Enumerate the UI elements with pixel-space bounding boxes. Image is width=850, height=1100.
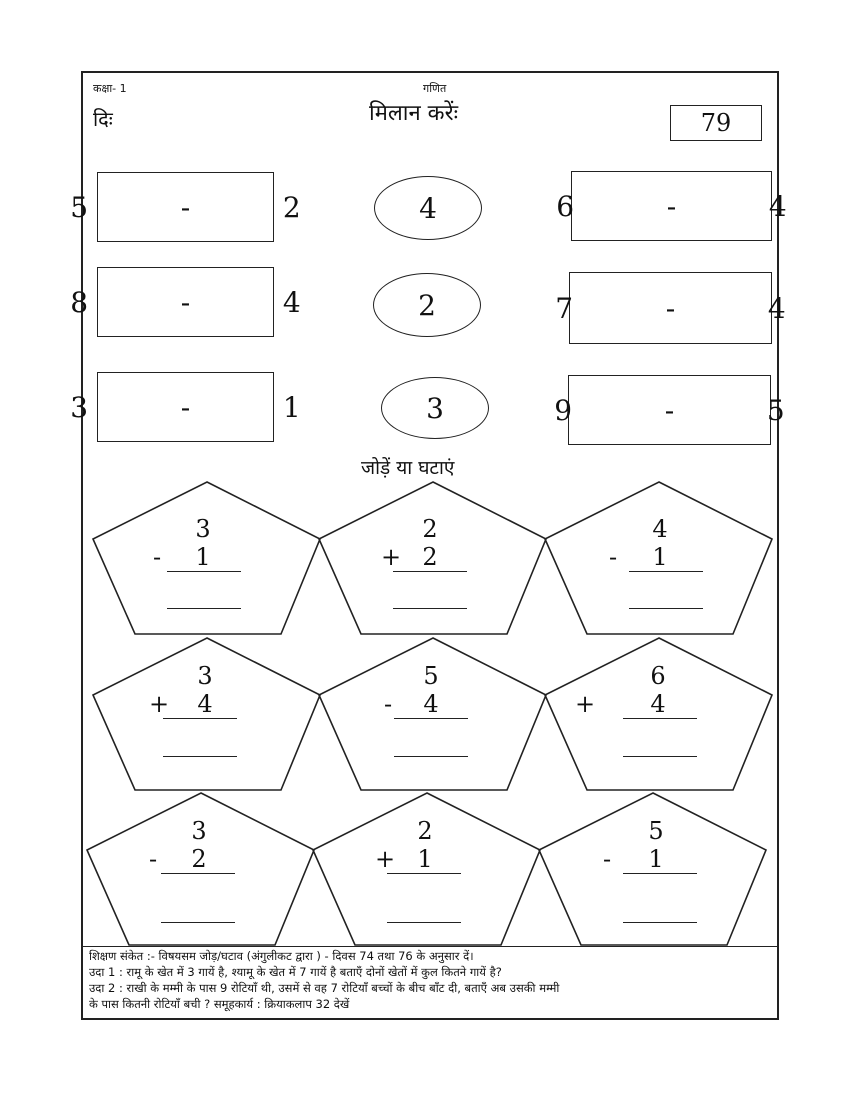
p1-top: 3	[195, 515, 211, 543]
class-label: कक्षा- 1	[93, 82, 127, 95]
teaching-note-line-4: के पास कितनी रोटियाँ बची ? समूहकार्य : क्रियाकलाप 32 देखें	[89, 997, 350, 1011]
p9-line	[623, 873, 697, 874]
p1-line	[167, 571, 241, 572]
page-title: मिलान करेंः	[369, 101, 459, 126]
p7-top: 3	[191, 817, 207, 845]
p6-op: +	[575, 690, 596, 718]
p5-op: -	[383, 690, 393, 718]
page-number: 79	[700, 109, 732, 137]
p7-answer-line[interactable]	[161, 922, 235, 923]
p9-answer-line[interactable]	[623, 922, 697, 923]
date-label: दिः	[93, 107, 113, 131]
teaching-note-line-2: उदा 1 : रामू के खेत में 3 गायें है, श्यामू के खेत में 7 गायें है बताएँ दोनों खेतों में कुल कितने गायें है?	[89, 965, 502, 979]
p6-top: 6	[650, 662, 666, 690]
subject-label: गणित	[423, 82, 447, 95]
p6-answer-line[interactable]	[623, 756, 697, 757]
match-left-1[interactable]: 5 - 2	[97, 172, 274, 242]
p7-line	[161, 873, 235, 874]
p1-answer-line[interactable]	[167, 608, 241, 609]
match-middle-3[interactable]: 3	[381, 377, 489, 439]
match-left-3[interactable]: 3 - 1	[97, 372, 274, 442]
p9-top: 5	[648, 817, 664, 845]
match-middle-1[interactable]: 4	[374, 176, 482, 240]
p9-op: -	[602, 845, 612, 873]
match-right-2[interactable]: 7 - 4	[569, 272, 772, 344]
p6-bottom: 4	[650, 690, 666, 718]
p4-top: 3	[197, 662, 213, 690]
match-right-1[interactable]: 6 - 4	[571, 171, 772, 241]
p3-op: -	[608, 543, 618, 571]
p4-bottom: 4	[197, 690, 213, 718]
p7-bottom: 2	[191, 845, 207, 873]
p8-answer-line[interactable]	[387, 922, 461, 923]
p4-answer-line[interactable]	[163, 756, 237, 757]
p1-bottom: 1	[195, 543, 211, 571]
p1-op: -	[152, 543, 162, 571]
p5-answer-line[interactable]	[394, 756, 468, 757]
p3-bottom: 1	[652, 543, 668, 571]
match-right-3[interactable]: 9 - 5	[568, 375, 771, 445]
p2-top: 2	[422, 515, 438, 543]
p2-line	[393, 571, 467, 572]
match-left-2[interactable]: 8 - 4	[97, 267, 274, 337]
teaching-notes	[83, 946, 777, 1013]
p6-line	[623, 718, 697, 719]
p3-top: 4	[652, 515, 668, 543]
teaching-note-line-1: शिक्षण संकेत :- विषयसम जोड़/घटाव (अंगुलीकट द्वारा ) - दिवस 74 तथा 76 के अनुसार दें।	[89, 949, 474, 963]
match-middle-2[interactable]: 2	[373, 273, 481, 337]
p5-top: 5	[423, 662, 439, 690]
p5-bottom: 4	[423, 690, 439, 718]
p9-bottom: 1	[648, 845, 664, 873]
p8-line	[387, 873, 461, 874]
p2-bottom: 2	[422, 543, 438, 571]
p8-op: +	[375, 845, 396, 873]
section-title: जोड़ें या घटाएं	[361, 457, 455, 479]
p8-top: 2	[417, 817, 433, 845]
p4-line	[163, 718, 237, 719]
p8-bottom: 1	[417, 845, 433, 873]
p2-answer-line[interactable]	[393, 608, 467, 609]
worksheet	[70, 71, 787, 1020]
p7-op: -	[148, 845, 158, 873]
p5-line	[394, 718, 468, 719]
p4-op: +	[149, 690, 170, 718]
p3-answer-line[interactable]	[629, 608, 703, 609]
p2-op: +	[381, 543, 402, 571]
teaching-note-line-3: उदा 2 : राखी के मम्मी के पास 9 रोटियाँ थी, उसमें से वह 7 रोटियाँ बच्चों के बीच बाँट दी, बताएँ अब उसकी मम्मी	[89, 981, 560, 995]
p3-line	[629, 571, 703, 572]
